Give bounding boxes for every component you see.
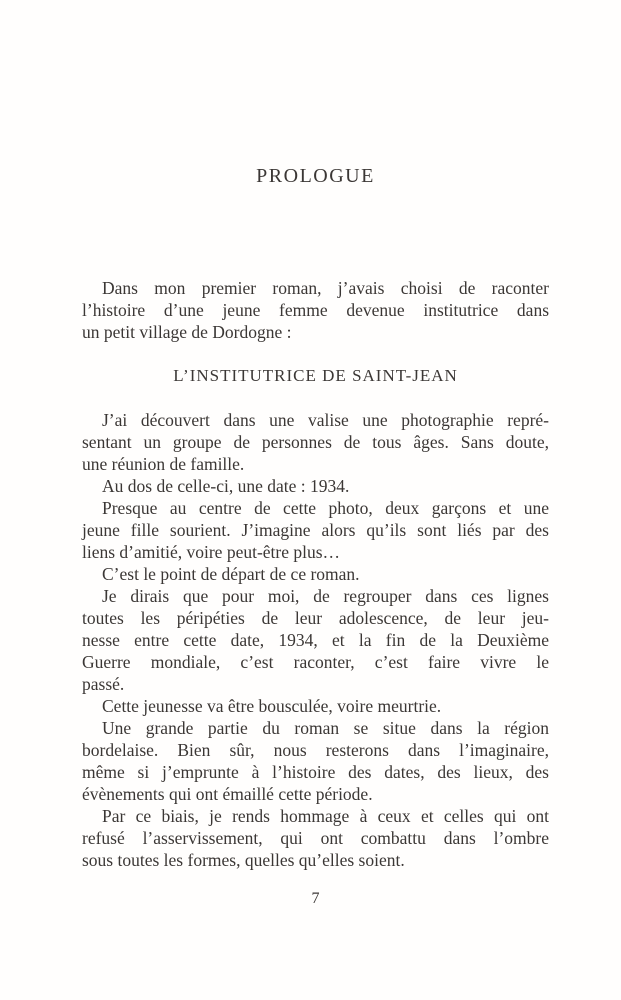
text-line: une réunion de famille. [82,454,245,474]
text-line: sous toutes les formes, quelles qu’elles soient. [82,850,405,870]
text-line: sentant un groupe de personnes de tous âges. Sans doute, [82,432,549,452]
text-line: Je dirais que pour moi, de regrouper dans ces lignes [102,586,549,606]
body-text [82,277,549,871]
text-line: Cette jeunesse va être bousculée, voire meurtrie. [102,696,442,716]
text-line: C’est le point de départ de ce roman. [102,564,360,584]
paragraph [82,563,549,585]
text-line: Une grande partie du roman se situe dans la région [102,718,549,738]
text-line: Par ce biais, je rends hommage à ceux et celles qui ont [102,806,549,826]
text-line: refusé l’asservissement, qui ont combattu dans l’ombre [82,828,549,848]
paragraph [82,695,549,717]
paragraphs-after-heading [82,409,549,871]
paragraphs-before-heading [82,277,549,343]
paragraph [82,805,549,871]
text-line: Au dos de celle-ci, une date : 1934. [102,476,350,496]
paragraph [82,585,549,695]
paragraph [82,475,549,497]
text-line: passé. [82,674,125,694]
text-line: J’ai découvert dans une valise une photographie repré- [102,410,549,430]
text-line: l’histoire d’une jeune femme devenue institutrice dans [82,300,549,320]
text-line: Dans mon premier roman, j’avais choisi de raconter [102,278,549,298]
paragraph [82,717,549,805]
text-line: toutes les péripéties de leur adolescence, de leur jeu- [82,608,549,628]
paragraph [82,277,549,343]
text-line: même si j’emprunte à l’histoire des dates, des lieux, des [82,762,549,782]
text-line: liens d’amitié, voire peut-être plus… [82,542,341,562]
page-title: PROLOGUE [256,165,375,187]
text-line: jeune fille sourient. J’imagine alors qu’ils sont liés par des [82,520,549,540]
text-line: évènements qui ont émaillé cette période. [82,784,373,804]
text-line: Guerre mondiale, c’est raconter, c’est faire vivre le [82,652,549,672]
text-line: bordelaise. Bien sûr, nous resterons dans l’imaginaire, [82,740,549,760]
text-line: nesse entre cette date, 1934, et la fin de la Deuxième [82,630,549,650]
text-line: un petit village de Dordogne : [82,322,292,342]
page-number: 7 [311,890,320,907]
text-line: Presque au centre de cette photo, deux garçons et une [102,498,549,518]
paragraph [82,409,549,475]
paragraph [82,497,549,563]
section-heading: L’INSTITUTRICE DE SAINT-JEAN [173,366,458,385]
